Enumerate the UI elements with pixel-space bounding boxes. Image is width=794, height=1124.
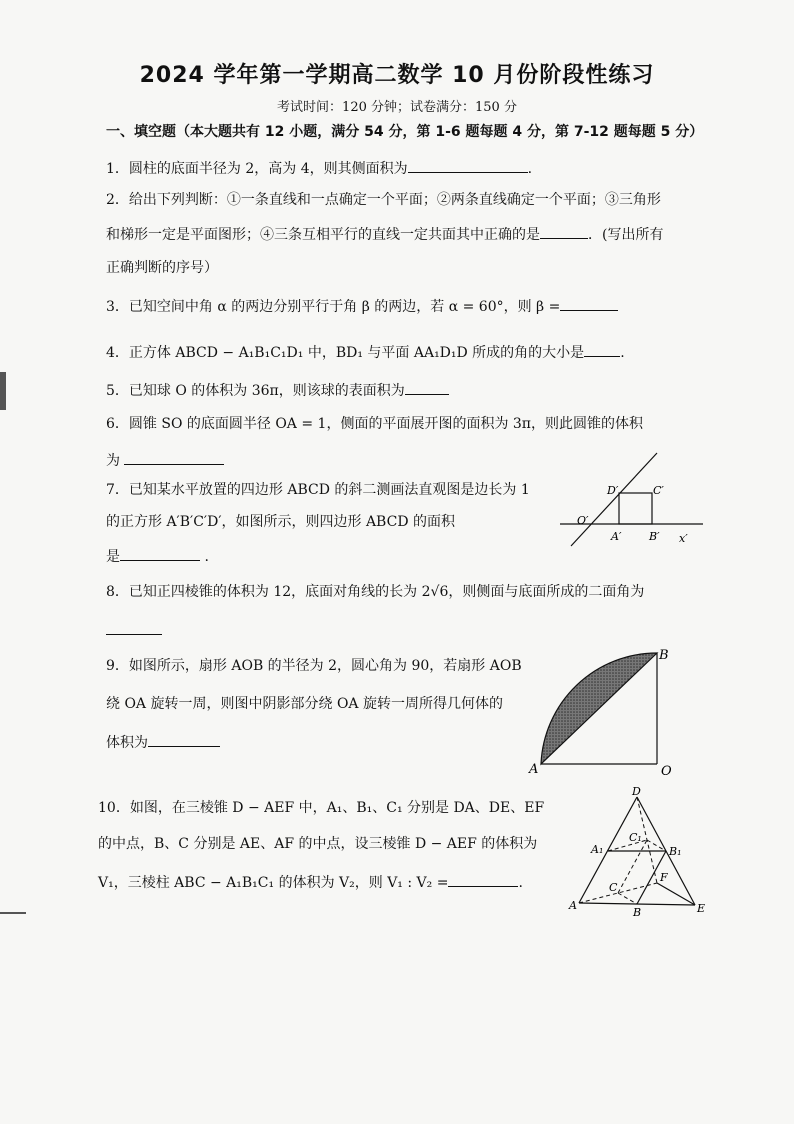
question-2-text: 和梯形一定是平面图形；④三条互相平行的直线一定共面其中正确的是 <box>106 227 540 243</box>
label-a1: A₁ <box>591 843 604 856</box>
answer-blank-9 <box>148 732 220 747</box>
section-heading: 一、填空题（本大题共有 12 小题，满分 54 分，第 1-6 题每题 4 分，第 7-12 题每题 5 分） <box>106 124 704 140</box>
answer-blank-1 <box>408 158 528 173</box>
answer-blank-4 <box>584 342 620 357</box>
label-d: D′ <box>607 484 619 497</box>
question-7-line-3: 是 . <box>106 546 209 567</box>
question-10-line-2: 的中点，B、C 分别是 AE、AF 的中点，设三棱锥 D − AEF 的体积为 <box>98 836 538 852</box>
answer-blank-6 <box>124 450 224 465</box>
exam-subtitle: 考试时间：120 分钟；试卷满分：150 分 <box>277 100 517 115</box>
label-a: A <box>569 899 577 912</box>
question-6-text: 为 <box>106 453 120 469</box>
label-c: C′ <box>653 484 664 497</box>
question-2-line-3: 正确判断的序号） <box>106 260 218 276</box>
answer-blank-7 <box>120 546 200 561</box>
question-4: 4．正方体 ABCD − A₁B₁C₁D₁ 中，BD₁ 与平面 AA₁D₁D 所成的角的大小是 . <box>106 342 625 363</box>
question-7-line-2: 的正方形 A′B′C′D′，如图所示，则四边形 ABCD 的面积 <box>106 514 455 530</box>
label-c1: C₁ <box>629 831 642 844</box>
edge-da <box>579 797 637 903</box>
label-b1: B₁ <box>669 845 682 858</box>
question-5 <box>106 380 449 401</box>
label-x: x′ <box>679 532 688 545</box>
question-3-text: 3．已知空间中角 α 的两边分别平行于角 β 的两边，若 α = 60°，则 β = <box>106 299 561 315</box>
shaded-segment <box>541 653 657 764</box>
edge-c-c1 <box>618 840 647 893</box>
question-2-line-2 <box>106 224 663 245</box>
question-10-line-3: V₁，三棱柱 ABC − A₁B₁C₁ 的体积为 V₂，则 V₁ : V₂ = . <box>98 872 523 893</box>
label-e: E <box>697 902 706 915</box>
question-9-line-2: 绕 OA 旋转一周，则图中阴影部分绕 OA 旋转一周所得几何体的 <box>106 696 503 712</box>
label-c: C <box>609 881 618 894</box>
figure-10-pyramid <box>565 785 715 920</box>
question-10-text: V₁，三棱柱 ABC − A₁B₁C₁ 的体积为 V₂，则 V₁ : V₂ = <box>98 875 449 891</box>
label-b: B <box>659 648 669 663</box>
label-o: O <box>661 764 672 779</box>
answer-blank-10 <box>448 872 518 887</box>
question-4-text: 4．正方体 ABCD − A₁B₁C₁D₁ 中，BD₁ 与平面 AA₁D₁D 所成的角的大小是 <box>106 345 585 361</box>
question-7-line-1: 7．已知某水平放置的四边形 ABCD 的斜二测画法直观图是边长为 1 <box>106 482 530 498</box>
square-a-b-c-d <box>619 493 652 524</box>
figure-9-sector <box>525 645 685 780</box>
question-8: 8．已知正四棱锥的体积为 12，底面对角线的长为 2√6，则侧面与底面所成的二面角为 <box>106 584 645 600</box>
label-b: B <box>633 906 642 919</box>
question-5-text: 5．已知球 O 的体积为 36π，则该球的表面积为 <box>106 383 405 399</box>
answer-blank-8 <box>106 620 162 635</box>
question-1: 1．圆柱的底面半径为 2，高为 4，则其侧面积为 . <box>106 158 532 179</box>
label-f: F <box>660 871 668 884</box>
question-9-text: 体积为 <box>106 735 148 751</box>
question-9-line-3 <box>106 732 220 753</box>
label-b: B′ <box>649 530 660 543</box>
edge-c-b <box>618 893 637 904</box>
question-6-line-2 <box>106 450 224 471</box>
question-10-line-1: 10．如图，在三棱锥 D − AEF 中，A₁、B₁、C₁ 分别是 DA、DE、EF <box>98 800 545 816</box>
question-7-text: 是 <box>106 549 120 565</box>
figure-7-oblique-square <box>555 450 705 550</box>
label-a: A <box>529 762 539 777</box>
question-6-line-1: 6．圆锥 SO 的底面圆半径 OA = 1，侧面的平面展开图的面积为 3π，则此圆锥的体积 <box>106 416 644 432</box>
answer-blank-5 <box>405 380 449 395</box>
label-d: D <box>632 785 641 798</box>
binding-dash <box>0 912 26 914</box>
question-9-line-1: 9．如图所示，扇形 AOB 的半径为 2，圆心角为 90，若扇形 AOB <box>106 658 522 674</box>
question-2-line-1: 2．给出下列判断：①一条直线和一点确定一个平面；②两条直线确定一个平面；③三角形 <box>106 192 661 208</box>
question-8-answer <box>106 620 162 641</box>
label-o: O′ <box>577 514 589 527</box>
label-a: A′ <box>611 530 622 543</box>
exam-title: 2024 学年第一学期高二数学 10 月份阶段性练习 <box>139 63 655 88</box>
question-1-text: 1．圆柱的底面半径为 2，高为 4，则其侧面积为 <box>106 161 408 177</box>
answer-blank-2 <box>540 224 588 239</box>
question-3 <box>106 296 618 317</box>
answer-blank-3 <box>560 296 618 311</box>
binding-mark <box>0 372 6 410</box>
question-2-note: ．(写出所有 <box>588 227 664 243</box>
